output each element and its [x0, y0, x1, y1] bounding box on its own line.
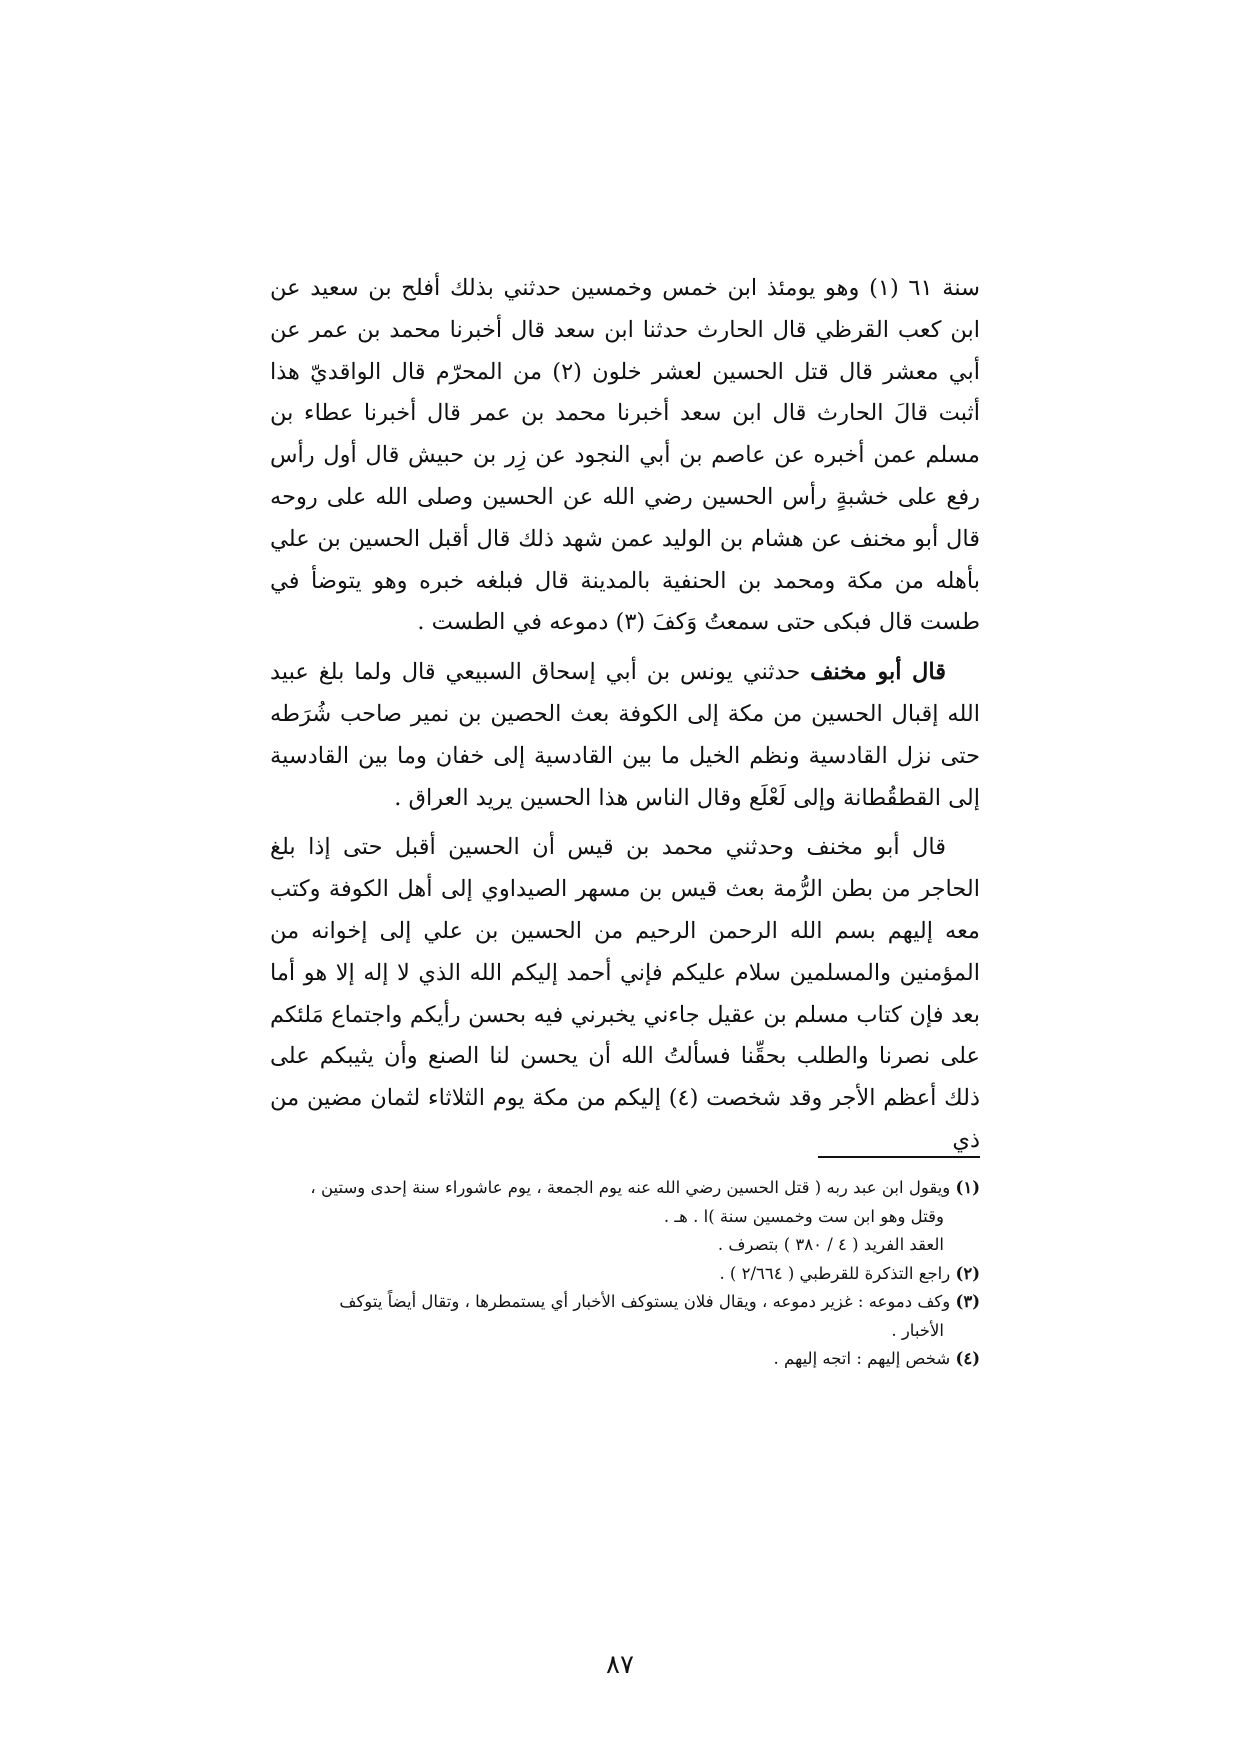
main-text	[270, 268, 980, 1170]
footnote-1-line-2: وقتل وهو ابن ست وخمسين سنة )ا . هـ .	[663, 1206, 944, 1226]
paragraph-3	[270, 827, 980, 1161]
paragraph-2-text: حدثني يونس بن أبي إسحاق السبيعي قال ولما بلغ عبيد الله إقبال الحسين من مكة إلى الكوفة بعث الحصين بن نمير صاحب شُرَطه حتى نزل القادسية ونظم الخيل ما بين القادسية إلى خفان وما بين القادسية إلى القطقُطانة وإلى لَعْلَع وقال الناس هذا الحسين يريد العراق .	[270, 659, 980, 811]
footnote-4: (٤) شخص إليهم : اتجه إليهم .	[773, 1349, 980, 1368]
footnote-3-line-2: الأخبار .	[891, 1320, 944, 1340]
page-number: ٨٧	[606, 1650, 634, 1680]
footnotes	[270, 1174, 980, 1374]
footnote-1-line-3: العقد الفريد ( ٤ / ٣٨٠ ) بتصرف .	[717, 1235, 944, 1254]
paragraph-3-text: قال أبو مخنف وحدثني محمد بن قيس أن الحسين أقبل حتى إذا بلغ الحاجر من بطن الرُّمة بعث قيس بن مسهر الصيداوي إلى أهل الكوفة وكتب معه إليهم بسم الله الرحمن الرحيم من الحسين بن علي إلى إخوانه من المؤمنين والمسلمين سلام عليكم فإني أحمد إليكم الله الذي لا إله إلا هو أما بعد فإن كتاب مسلم بن عقيل جاءني يخبرني فيه بحسن رأيكم واجتماع مَلئكم على نصرنا والطلب بحقِّنا فسألتُ الله أن يحسن لنا الصنع وأن يثيبكم على ذلك أعظم الأجر وقد شخصت (٤) إليكم من مكة يوم الثلاثاء لثمان مضين من ذي	[270, 834, 980, 1153]
footnote-separator	[818, 1156, 980, 1158]
footnote-3: (٣) وكف دموعه : غزير دموعه ، ويقال فلان يستوكف الأخبار أي يستمطرها ، وتقال أيضاً يتوكف	[339, 1292, 980, 1311]
paragraph-2	[270, 652, 980, 819]
footnote-2: (٢) راجع التذكرة للقرطبي ( ٢/٦٦٤ ) .	[719, 1263, 980, 1283]
bold-phrase: قال أبو مخنف	[810, 659, 947, 686]
footnote-1: (١) ويقول ابن عبد ربه ( قتل الحسين رضي الله عنه يوم الجمعة ، يوم عاشوراء سنة إحدى وستين ،	[310, 1178, 980, 1197]
paragraph-1: سنة ٦١ (١) وهو يومئذ ابن خمس وخمسين حدثني بذلك أفلح بن سعيد عن ابن كعب القرظي قال الحارث حدثنا ابن سعد قال أخبرنا محمد بن عمر عن أبي معشر قال قتل الحسين لعشر خلون (٢) من المحرّم قال الواقديّ هذا أثبت قالَ الحارث قال ابن سعد أخبرنا محمد بن عمر قال أخبرنا عطاء بن مسلم عمن أخبره عن عاصم بن أبي النجود عن زِر بن حبيش قال أول رأس رفع على خشبةٍ رأس الحسين رضي الله عن الحسين وصلى الله على روحه قال أبو مخنف عن هشام بن الوليد عمن شهد ذلك قال أقبل الحسين بن علي بأهله من مكة ومحمد بن الحنفية بالمدينة قال فبلغه خبره وهو يتوضأ في طست قال فبكى حتى سمعتُ وَكفَ (٣) دموعه في الطست .	[270, 275, 980, 636]
